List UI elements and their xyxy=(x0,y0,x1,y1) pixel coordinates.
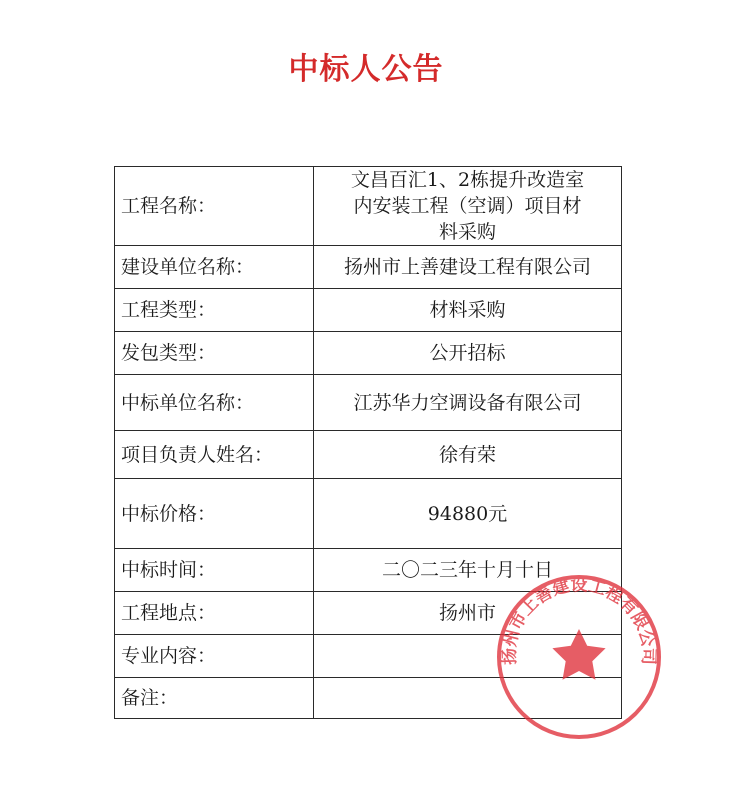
table-row-project-manager xyxy=(115,431,622,479)
label-winning-price: 中标价格： xyxy=(115,479,314,549)
table-row-client xyxy=(115,246,622,289)
label-remarks: 备注： xyxy=(115,678,314,719)
value-award-date: 二〇二三年十月十日 xyxy=(314,549,622,592)
value-project-name: 文昌百汇1、2栋提升改造室内安装工程（空调）项目材料采购 xyxy=(314,167,622,246)
value-winning-bidder: 江苏华力空调设备有限公司 xyxy=(314,375,622,431)
value-winning-price: 94880元 xyxy=(314,479,622,549)
label-client: 建设单位名称： xyxy=(115,246,314,289)
company-seal-stamp xyxy=(494,572,664,742)
label-award-date: 中标时间： xyxy=(115,549,314,592)
label-winning-bidder: 中标单位名称： xyxy=(115,375,314,431)
table-row-winning-bidder xyxy=(115,375,622,431)
value-project-manager: 徐有荣 xyxy=(314,431,622,479)
seal-text: 扬州市上善建设工程有限公司 xyxy=(499,575,659,666)
value-location: 扬州市 xyxy=(314,592,622,635)
label-project-type: 工程类型： xyxy=(115,289,314,332)
label-project-name: 工程名称： xyxy=(115,167,314,246)
value-contract-type: 公开招标 xyxy=(314,332,622,375)
label-project-manager: 项目负责人姓名： xyxy=(115,431,314,479)
seal-star-icon xyxy=(552,629,605,680)
page-title: 中标人公告 xyxy=(288,52,444,87)
value-project-type: 材料采购 xyxy=(314,289,622,332)
table-row-winning-price xyxy=(115,479,622,549)
value-client: 扬州市上善建设工程有限公司 xyxy=(314,246,622,289)
table-row-project-name xyxy=(115,167,622,246)
table-row-contract-type xyxy=(115,332,622,375)
label-location: 工程地点： xyxy=(115,592,314,635)
label-specialty: 专业内容： xyxy=(115,635,314,678)
table-row-project-type xyxy=(115,289,622,332)
label-contract-type: 发包类型： xyxy=(115,332,314,375)
